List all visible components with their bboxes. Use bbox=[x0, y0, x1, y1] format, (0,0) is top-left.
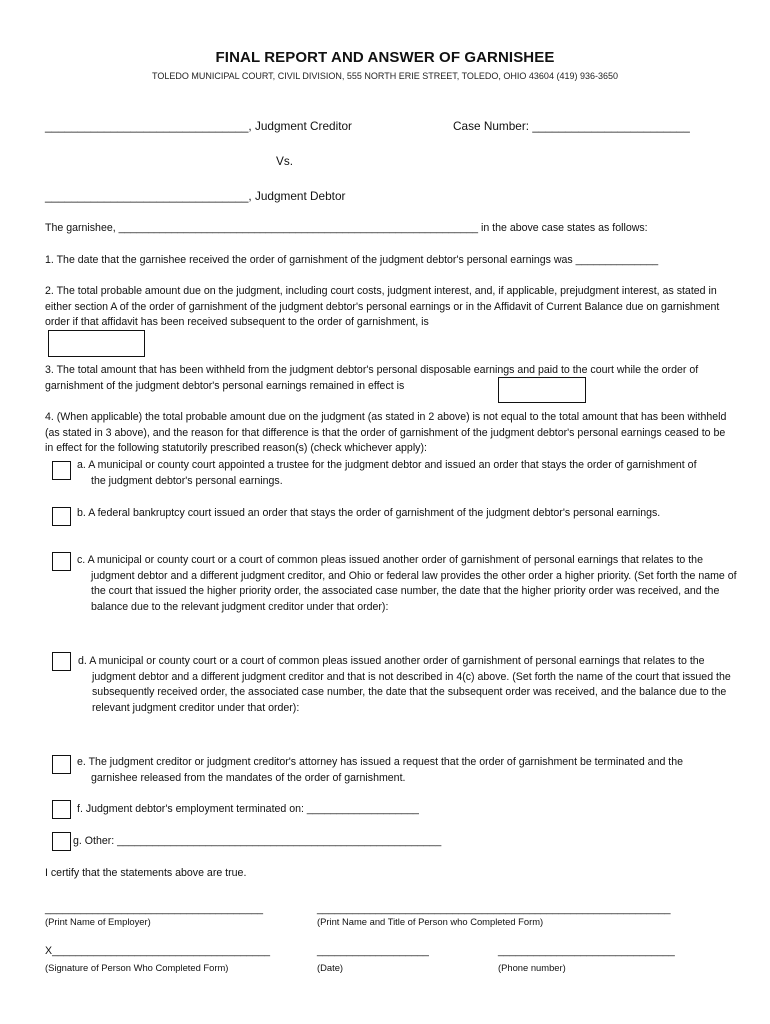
reason-d-checkbox[interactable] bbox=[52, 652, 71, 671]
judgment-debtor-label: , Judgment Debtor bbox=[248, 189, 346, 203]
employer-name-field[interactable]: _____________________________________ bbox=[45, 903, 263, 915]
phone-field[interactable]: ______________________________ bbox=[498, 945, 675, 957]
judgment-creditor-field[interactable]: _______________________________ bbox=[45, 119, 249, 133]
case-number-row bbox=[453, 119, 690, 135]
certification-statement: I certify that the statements above are true. bbox=[45, 867, 247, 879]
reason-c-checkbox[interactable] bbox=[52, 552, 71, 571]
judgment-debtor-row bbox=[45, 189, 345, 205]
reason-e-checkbox[interactable] bbox=[52, 755, 71, 774]
signature-field[interactable]: X_____________________________________ bbox=[45, 945, 271, 957]
reason-e-text: e. The judgment creditor or judgment creditor's attorney has issued a request that the order of garnishment be terminated and the garnishee released from the mandates of the order of garnishment. bbox=[77, 756, 684, 784]
case-number-field[interactable]: ________________________ bbox=[532, 119, 690, 133]
reason-a-checkbox[interactable] bbox=[52, 461, 71, 480]
item-3-amount-withheld: 3. The total amount that has been withheld from the judgment debtor's personal disposable earnings and paid to the court while the order of garnishment of the judgment debtor's personal earnings remained in effect is bbox=[45, 364, 699, 392]
reason-a-text: a. A municipal or county court appointed a trustee for the judgment debtor and issued an order that stays the order of garnishment of the judgment debtor's personal earnings. bbox=[77, 459, 697, 487]
reason-c-text: c. A municipal or county court or a court of common pleas issued another order of garnishment of personal earnings that relates to the judgment debtor and a different judgment creditor, and Ohio or federal law provides the other order a higher priority. (Set forth the name of the court that issued the higher priority order, the associated case number, the date that the higher priority order was received, and the balance due to the relevant judgment creditor under that order): bbox=[77, 554, 737, 613]
date-field[interactable]: ___________________ bbox=[317, 945, 429, 957]
completer-name-title-field[interactable]: ____________________________________________________________ bbox=[317, 903, 671, 915]
court-address: TOLEDO MUNICIPAL COURT, CIVIL DIVISION, 555 NORTH ERIE STREET, TOLEDO, OHIO 43604 (419) 936-3650 bbox=[152, 71, 618, 81]
versus-label: Vs. bbox=[276, 154, 294, 168]
judgment-debtor-field[interactable]: _______________________________ bbox=[45, 189, 249, 203]
reason-g-checkbox[interactable] bbox=[52, 832, 71, 851]
garnishee-suffix: in the above case states as follows: bbox=[478, 222, 648, 234]
reason-f-checkbox[interactable] bbox=[52, 800, 71, 819]
signature-label: (Signature of Person Who Completed Form) bbox=[45, 962, 229, 973]
reason-b-checkbox[interactable] bbox=[52, 507, 71, 526]
item-1-date-received: 1. The date that the garnishee received the order of garnishment of the judgment debtor's personal earnings was ______________ bbox=[45, 254, 659, 266]
judgment-creditor-label: , Judgment Creditor bbox=[248, 119, 352, 133]
probable-amount-input[interactable] bbox=[48, 330, 145, 357]
garnishee-label: The garnishee, bbox=[45, 222, 119, 234]
completer-name-title-label: (Print Name and Title of Person who Completed Form) bbox=[317, 916, 544, 927]
employment-terminated-row: f. Judgment debtor's employment terminated on: ___________________ bbox=[77, 803, 419, 815]
other-reason-row: g. Other: _______________________________________________________ bbox=[73, 835, 442, 847]
date-label: (Date) bbox=[317, 962, 344, 973]
case-number-label: Case Number: bbox=[453, 119, 533, 133]
garnishee-row bbox=[45, 221, 648, 237]
amount-withheld-input[interactable] bbox=[498, 377, 586, 403]
judgment-creditor-row bbox=[45, 119, 352, 135]
item-4-reason-difference: 4. (When applicable) the total probable amount due on the judgment (as stated in 2 above) is not equal to the total amount that has been withheld (as stated in 3 above), and the reason for that difference is that the order of garnishment of the judgment debtor's personal earnings ceased to be in effect for the following statutorily prescribed reason(s) (check whichever apply): bbox=[45, 411, 727, 454]
reason-b-text: b. A federal bankruptcy court issued an order that stays the order of garnishment of the judgment debtor's personal earnings. bbox=[77, 507, 661, 519]
phone-label: (Phone number) bbox=[498, 962, 566, 973]
item-2-probable-amount: 2. The total probable amount due on the judgment, including court costs, judgment interest, and, if applicable, prejudgment interest, as stated in either section A of the order of garnishment of the judgment debtor's personal earnings or in the Affidavit of Current Balance due on garnishment order if that affidavit has been received subsequent to the order of garnishment, is bbox=[45, 285, 720, 328]
employer-name-label: (Print Name of Employer) bbox=[45, 916, 151, 927]
form-title: FINAL REPORT AND ANSWER OF GARNISHEE bbox=[215, 49, 555, 66]
reason-d-text: d. A municipal or county court or a court of common pleas issued another order of garnishment of personal earnings that relates to the judgment debtor and a different judgment creditor and that is not described in 4(c) above. (Set forth the name of the court that issued the subsequently received order, the associated case number, the date that the subsequent order was received, and the balance due to the relevant judgment creditor under that order): bbox=[78, 655, 731, 714]
garnishee-name-field[interactable]: _____________________________________________________________ bbox=[118, 222, 479, 234]
